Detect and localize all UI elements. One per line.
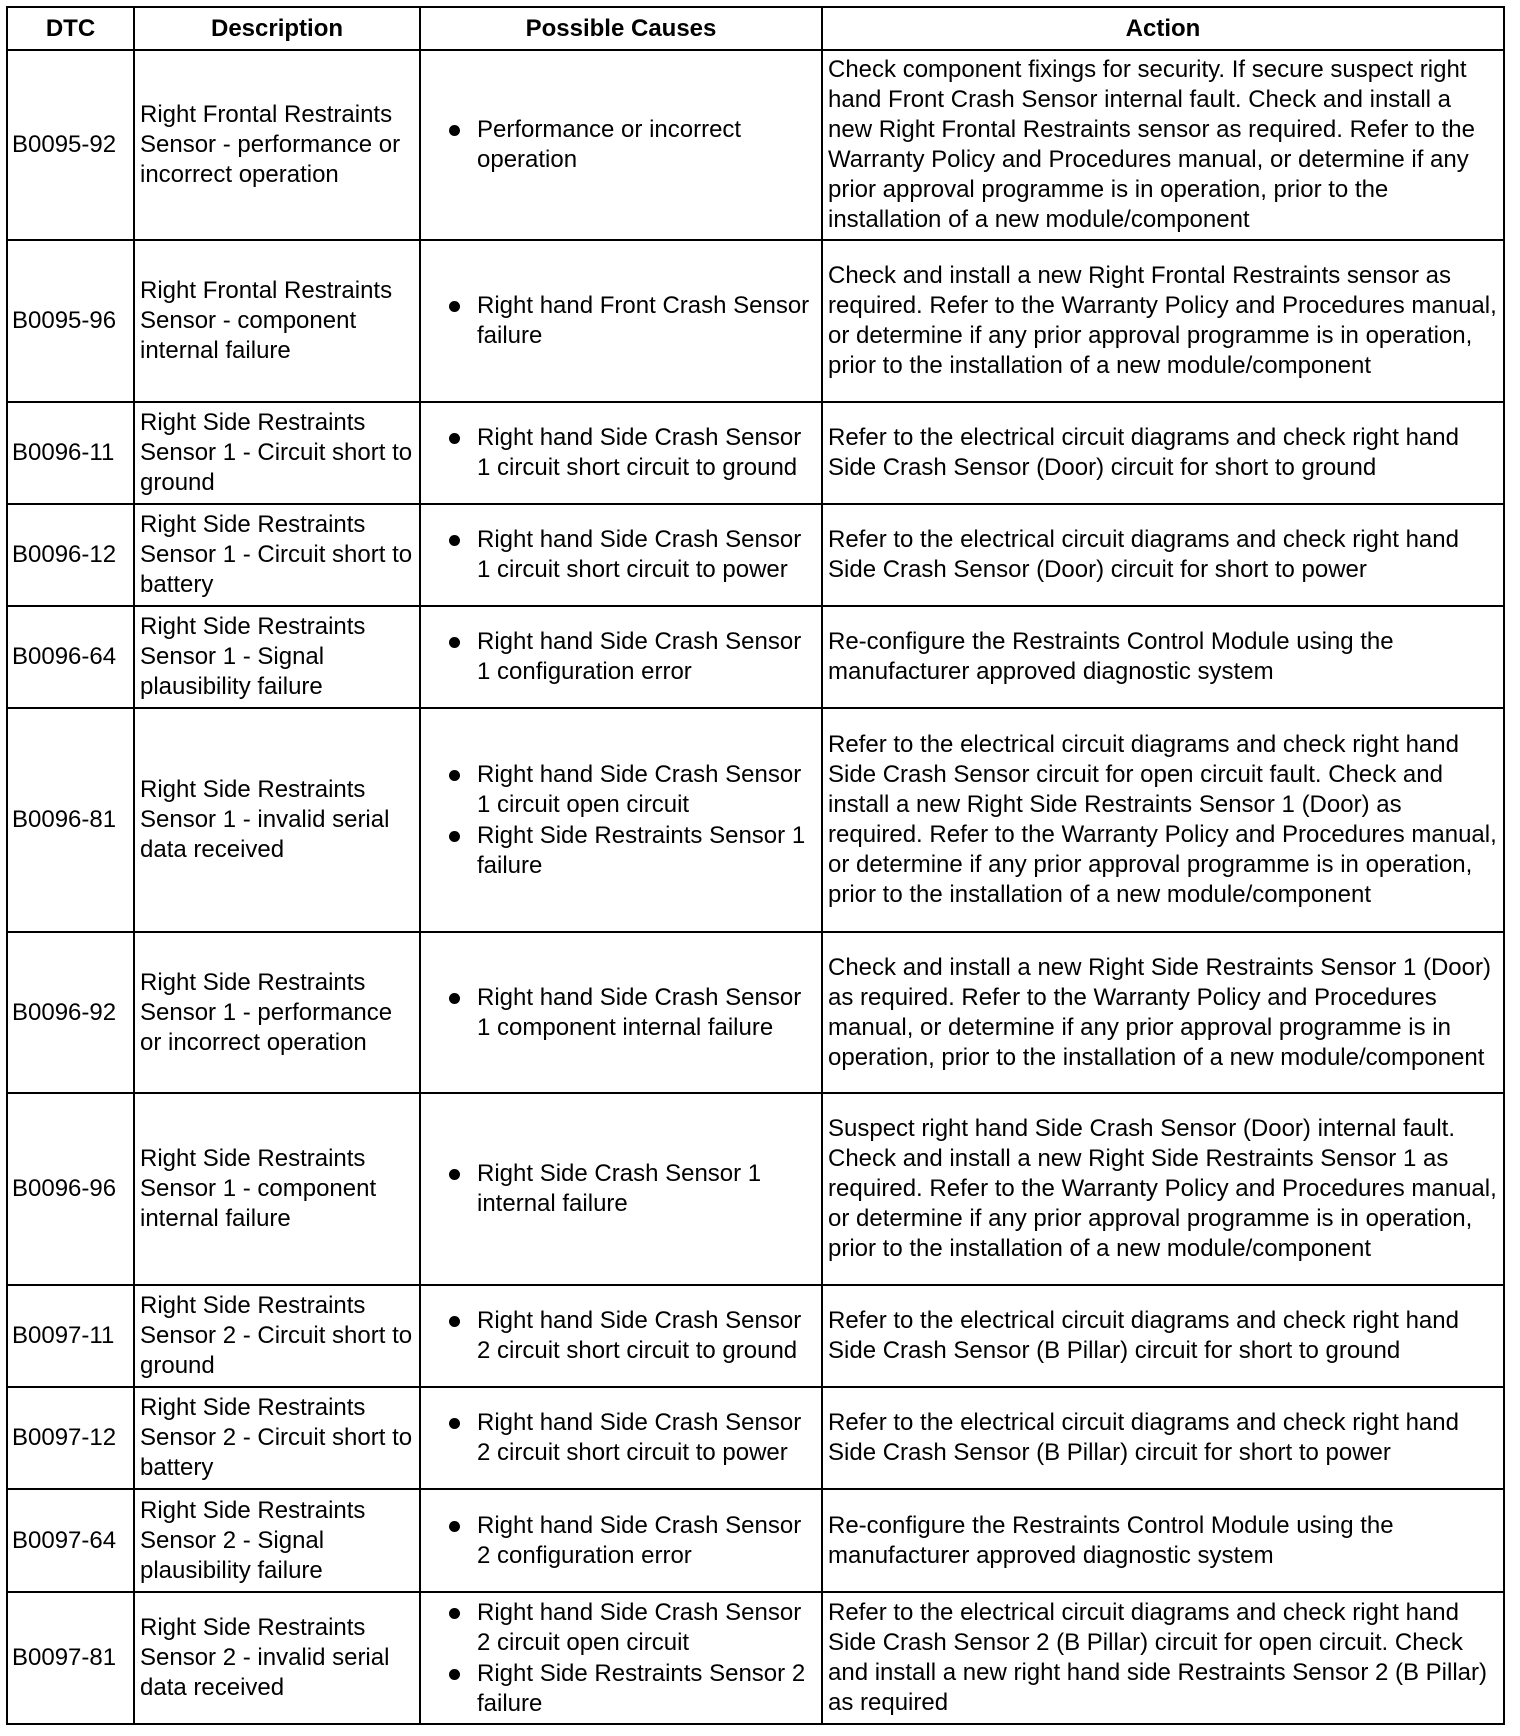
dtc-cell: B0097-81 (7, 1592, 134, 1724)
possible-causes-cell (420, 1285, 822, 1387)
header-row (7, 7, 1504, 50)
causes-list (426, 291, 816, 351)
table-row (7, 402, 1504, 504)
cause-item: Right Side Restraints Sensor 2 failure (426, 1659, 816, 1719)
action-cell: Refer to the electrical circuit diagrams and check right hand Side Crash Sensor (Door) circuit for short to power (822, 504, 1504, 606)
cause-item: Right hand Side Crash Sensor 2 circuit short circuit to ground (426, 1306, 816, 1366)
table-row (7, 1592, 1504, 1724)
description-cell: Right Side Restraints Sensor 2 - Signal plausibility failure (134, 1489, 420, 1592)
cause-item: Right hand Side Crash Sensor 2 circuit short circuit to power (426, 1408, 816, 1468)
table-row (7, 240, 1504, 402)
table-row (7, 606, 1504, 708)
possible-causes-cell (420, 1387, 822, 1489)
causes-list (426, 627, 816, 687)
table-row (7, 708, 1504, 932)
cause-item: Right hand Side Crash Sensor 1 circuit short circuit to ground (426, 423, 816, 483)
description-cell: Right Side Restraints Sensor 2 - Circuit short to battery (134, 1387, 420, 1489)
dtc-cell: B0096-96 (7, 1093, 134, 1285)
dtc-cell: B0095-96 (7, 240, 134, 402)
possible-causes-cell (420, 1093, 822, 1285)
possible-causes-cell (420, 402, 822, 504)
table-row (7, 932, 1504, 1093)
cause-item: Right Side Restraints Sensor 1 failure (426, 821, 816, 881)
table-row (7, 50, 1504, 240)
description-cell: Right Side Restraints Sensor 1 - Circuit short to ground (134, 402, 420, 504)
table-row (7, 1489, 1504, 1592)
dtc-cell: B0096-64 (7, 606, 134, 708)
action-cell: Suspect right hand Side Crash Sensor (Door) internal fault. Check and install a new Right Side Restraints Sensor 1 as required. Refer to the Warranty Policy and Procedures manual, or determine if any prior approval programme is in operation, prior to the installation of a new module/component (822, 1093, 1504, 1285)
action-cell: Re-configure the Restraints Control Module using the manufacturer approved diagnostic system (822, 606, 1504, 708)
cause-item: Right hand Side Crash Sensor 1 component internal failure (426, 983, 816, 1043)
dtc-cell: B0097-64 (7, 1489, 134, 1592)
table-row (7, 1285, 1504, 1387)
header-possible-causes: Possible Causes (420, 7, 822, 50)
table-row (7, 1093, 1504, 1285)
dtc-cell: B0096-12 (7, 504, 134, 606)
action-cell: Refer to the electrical circuit diagrams and check right hand Side Crash Sensor (Door) circuit for short to ground (822, 402, 1504, 504)
cause-item: Right hand Side Crash Sensor 2 configuration error (426, 1511, 816, 1571)
causes-list (426, 1598, 816, 1719)
possible-causes-cell (420, 606, 822, 708)
possible-causes-cell (420, 1592, 822, 1724)
causes-list (426, 1408, 816, 1468)
table-row (7, 1387, 1504, 1489)
causes-list (426, 983, 816, 1043)
table-row (7, 504, 1504, 606)
action-cell: Re-configure the Restraints Control Module using the manufacturer approved diagnostic system (822, 1489, 1504, 1592)
possible-causes-cell (420, 932, 822, 1093)
description-cell: Right Side Restraints Sensor 2 - invalid serial data received (134, 1592, 420, 1724)
action-cell: Refer to the electrical circuit diagrams and check right hand Side Crash Sensor (B Pillar) circuit for short to power (822, 1387, 1504, 1489)
description-cell: Right Side Restraints Sensor 1 - component internal failure (134, 1093, 420, 1285)
causes-list (426, 115, 816, 175)
description-cell: Right Side Restraints Sensor 2 - Circuit short to ground (134, 1285, 420, 1387)
cause-item: Right hand Side Crash Sensor 1 configuration error (426, 627, 816, 687)
action-cell: Refer to the electrical circuit diagrams and check right hand Side Crash Sensor 2 (B Pillar) circuit for open circuit. Check and install a new right hand side Restraints Sensor 2 (B Pillar) as required (822, 1592, 1504, 1724)
header-description: Description (134, 7, 420, 50)
causes-list (426, 760, 816, 881)
possible-causes-cell (420, 1489, 822, 1592)
dtc-cell: B0097-12 (7, 1387, 134, 1489)
action-cell: Check and install a new Right Side Restraints Sensor 1 (Door) as required. Refer to the Warranty Policy and Procedures manual, or determine if any prior approval programme is in operation, prior to the installation of a new module/component (822, 932, 1504, 1093)
causes-list (426, 423, 816, 483)
dtc-cell: B0096-81 (7, 708, 134, 932)
description-cell: Right Side Restraints Sensor 1 - invalid serial data received (134, 708, 420, 932)
description-cell: Right Side Restraints Sensor 1 - performance or incorrect operation (134, 932, 420, 1093)
header-action: Action (822, 7, 1504, 50)
possible-causes-cell (420, 708, 822, 932)
action-cell: Refer to the electrical circuit diagrams and check right hand Side Crash Sensor circuit for open circuit fault. Check and install a new Right Side Restraints Sensor 1 (Door) as required. Refer to the Warranty Policy and Procedures manual, or determine if any prior approval programme is in operation, prior to the installation of a new module/component (822, 708, 1504, 932)
cause-item: Right hand Side Crash Sensor 1 circuit open circuit (426, 760, 816, 820)
cause-item: Right hand Front Crash Sensor failure (426, 291, 816, 351)
action-cell: Check and install a new Right Frontal Restraints sensor as required. Refer to the Warranty Policy and Procedures manual, or determine if any prior approval programme is in operation, prior to the installation of a new module/component (822, 240, 1504, 402)
cause-item: Right Side Crash Sensor 1 internal failure (426, 1159, 816, 1219)
cause-item: Performance or incorrect operation (426, 115, 816, 175)
causes-list (426, 1511, 816, 1571)
action-cell: Refer to the electrical circuit diagrams and check right hand Side Crash Sensor (B Pillar) circuit for short to ground (822, 1285, 1504, 1387)
dtc-cell: B0096-11 (7, 402, 134, 504)
causes-list (426, 1306, 816, 1366)
cause-item: Right hand Side Crash Sensor 2 circuit open circuit (426, 1598, 816, 1658)
cause-item: Right hand Side Crash Sensor 1 circuit short circuit to power (426, 525, 816, 585)
description-cell: Right Frontal Restraints Sensor - component internal failure (134, 240, 420, 402)
header-dtc: DTC (7, 7, 134, 50)
possible-causes-cell (420, 240, 822, 402)
description-cell: Right Side Restraints Sensor 1 - Circuit short to battery (134, 504, 420, 606)
dtc-table (6, 6, 1505, 1725)
description-cell: Right Frontal Restraints Sensor - performance or incorrect operation (134, 50, 420, 240)
action-cell: Check component fixings for security. If secure suspect right hand Front Crash Sensor internal fault. Check and install a new Right Frontal Restraints sensor as required. Refer to the Warranty Policy and Procedures manual, or determine if any prior approval programme is in operation, prior to the installation of a new module/component (822, 50, 1504, 240)
causes-list (426, 525, 816, 585)
dtc-cell: B0096-92 (7, 932, 134, 1093)
table-body (7, 50, 1504, 1724)
description-cell: Right Side Restraints Sensor 1 - Signal plausibility failure (134, 606, 420, 708)
possible-causes-cell (420, 504, 822, 606)
causes-list (426, 1159, 816, 1219)
dtc-cell: B0095-92 (7, 50, 134, 240)
dtc-cell: B0097-11 (7, 1285, 134, 1387)
possible-causes-cell (420, 50, 822, 240)
